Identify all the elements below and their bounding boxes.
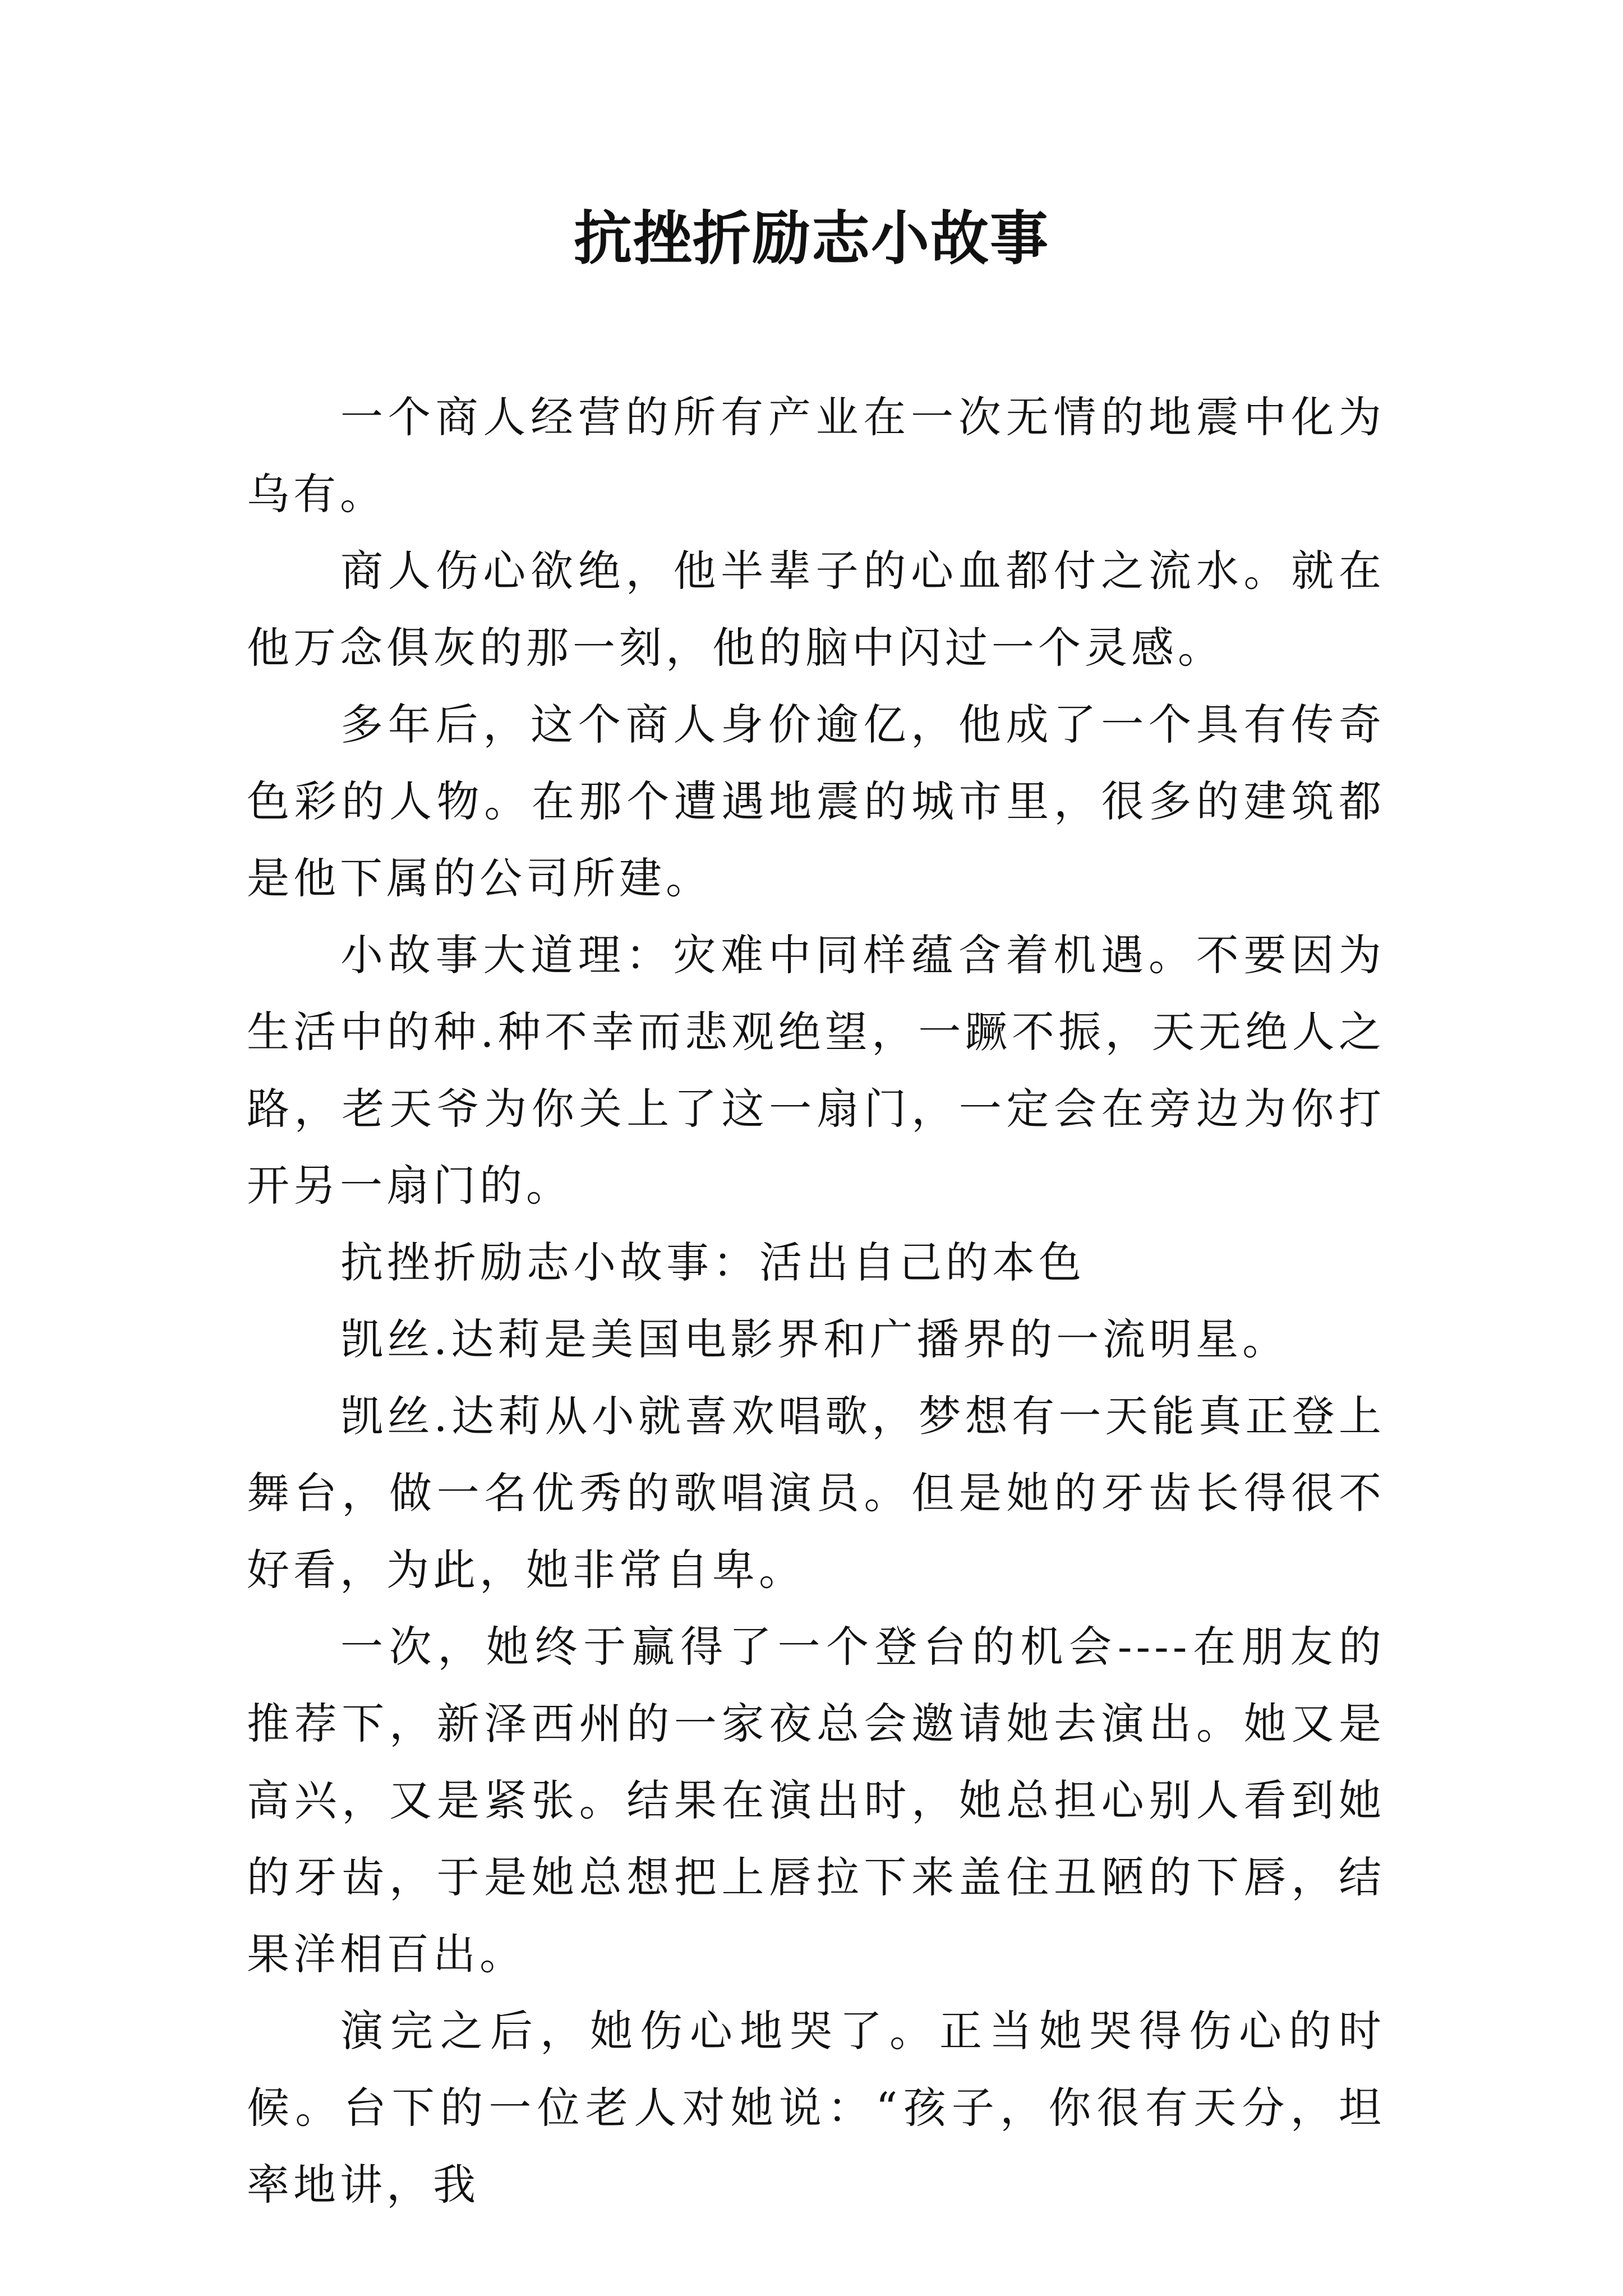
paragraph: 一个商人经营的所有产业在一次无情的地震中化为乌有。 [247,392,1385,519]
paragraph: 凯丝.达莉从小就喜欢唱歌，梦想有一天能真正登上舞台，做一名优秀的歌唱演员。但是她的牙齿长得很不好看，为此，她非常自卑。 [247,1391,1385,1595]
document-body [247,379,1385,2223]
document-title: 抗挫折励志小故事 [573,204,1049,273]
paragraph: 小故事大道理：灾难中同样蕴含着机遇。不要因为生活中的种.种不幸而悲观绝望，一蹶不振，天无绝人之路，老天爷为你关上了这一扇门，一定会在旁边为你打开另一扇门的。 [247,930,1385,1211]
section-heading: 抗挫折励志小故事：活出自己的本色 [340,1237,1085,1287]
paragraph: 一次，她终于赢得了一个登台的机会----在朋友的推荐下，新泽西州的一家夜总会邀请她去演出。她又是高兴，又是紧张。结果在演出时，她总担心别人看到她的牙齿，于是她总想把上唇拉下来盖住丑陋的下唇，结果洋相百出。 [247,1622,1385,1979]
paragraph: 多年后，这个商人身价逾亿，他成了一个具有传奇色彩的人物。在那个遭遇地震的城市里，很多的建筑都是他下属的公司所建。 [247,700,1385,903]
paragraph: 凯丝.达莉是美国电影界和广播界的一流明星。 [340,1314,1289,1364]
paragraph: 商人伤心欲绝，他半辈子的心血都付之流水。就在他万念俱灰的那一刻，他的脑中闪过一个灵感。 [247,546,1385,673]
paragraph: 演完之后，她伤心地哭了。正当她哭得伤心的时候。台下的一位老人对她说：“孩子，你很有天分，坦率地讲，我 [247,2006,1385,2210]
